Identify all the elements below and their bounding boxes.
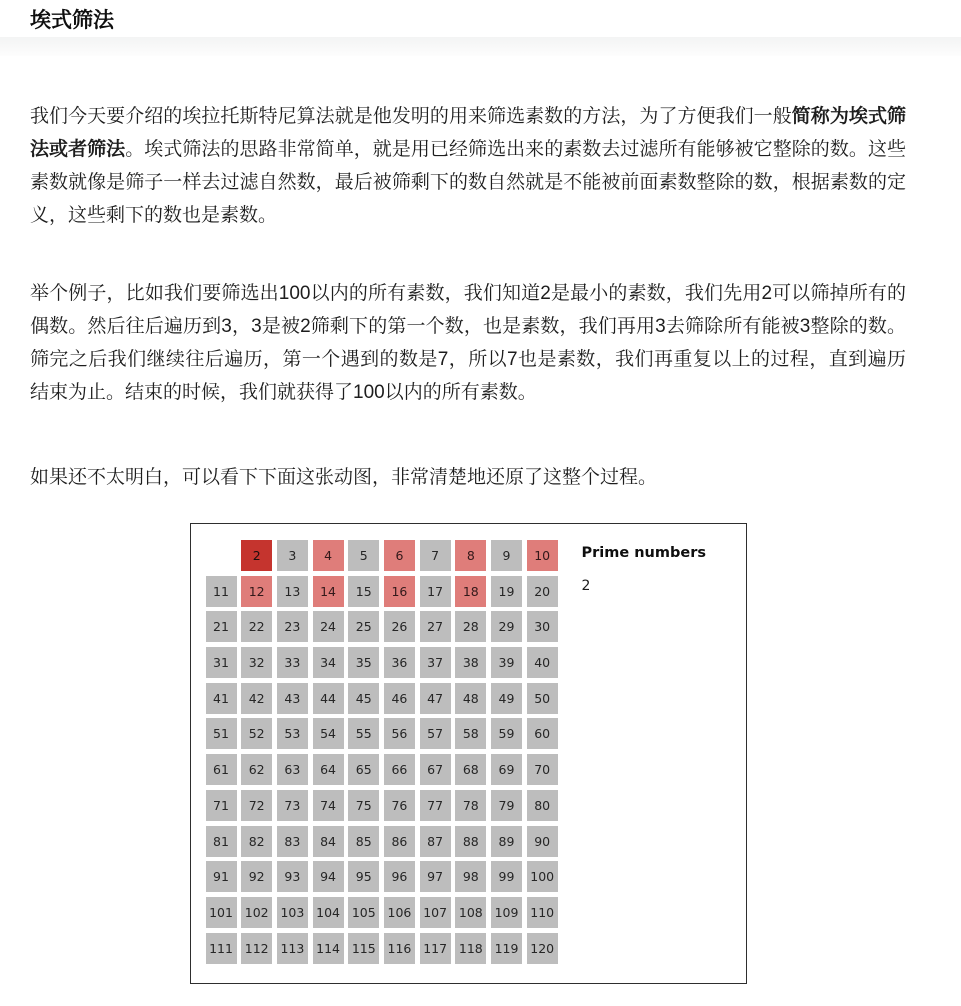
grid-cell: 13 xyxy=(277,576,308,607)
grid-cell: 43 xyxy=(277,683,308,714)
grid-cell: 105 xyxy=(348,897,379,928)
grid-cell: 108 xyxy=(455,897,486,928)
grid-cell: 94 xyxy=(313,861,344,892)
grid-cell: 79 xyxy=(491,790,522,821)
grid-cell: 63 xyxy=(277,754,308,785)
grid-cell: 110 xyxy=(527,897,558,928)
grid-cell: 50 xyxy=(527,683,558,714)
grid-cell: 60 xyxy=(527,718,558,749)
grid-cell: 10 xyxy=(527,540,558,571)
grid-cell: 31 xyxy=(206,647,237,678)
grid-cell: 12 xyxy=(241,576,272,607)
grid-cell: 18 xyxy=(455,576,486,607)
grid-cell: 81 xyxy=(206,826,237,857)
grid-cell: 59 xyxy=(491,718,522,749)
sieve-animation-figure xyxy=(190,523,747,984)
grid-cell: 88 xyxy=(455,826,486,857)
grid-cell: 100 xyxy=(527,861,558,892)
grid-cell: 74 xyxy=(313,790,344,821)
grid-cell: 99 xyxy=(491,861,522,892)
grid-cell: 46 xyxy=(384,683,415,714)
grid-cell: 102 xyxy=(241,897,272,928)
grid-cell: 113 xyxy=(277,933,308,964)
paragraph-intro-pre: 我们今天要介绍的埃拉托斯特尼算法就是他发明的用来筛选素数的方法，为了方便我们一般 xyxy=(30,106,792,127)
grid-cell: 25 xyxy=(348,611,379,642)
grid-cell: 42 xyxy=(241,683,272,714)
grid-cell: 35 xyxy=(348,647,379,678)
grid-cell: 114 xyxy=(313,933,344,964)
grid-cell: 80 xyxy=(527,790,558,821)
grid-cell: 51 xyxy=(206,718,237,749)
grid-cell: 44 xyxy=(313,683,344,714)
grid-cell: 40 xyxy=(527,647,558,678)
grid-cell: 57 xyxy=(420,718,451,749)
grid-cell: 84 xyxy=(313,826,344,857)
grid-cell-empty xyxy=(206,540,237,571)
paragraph-intro xyxy=(30,100,906,232)
grid-cell: 103 xyxy=(277,897,308,928)
grid-cell: 118 xyxy=(455,933,486,964)
grid-cell: 106 xyxy=(384,897,415,928)
grid-cell: 107 xyxy=(420,897,451,928)
grid-cell: 7 xyxy=(420,540,451,571)
grid-cell: 119 xyxy=(491,933,522,964)
grid-cell: 29 xyxy=(491,611,522,642)
grid-cell: 16 xyxy=(384,576,415,607)
grid-cell: 15 xyxy=(348,576,379,607)
grid-cell: 48 xyxy=(455,683,486,714)
header-divider-band xyxy=(0,37,961,56)
grid-cell: 73 xyxy=(277,790,308,821)
found-primes-list xyxy=(582,576,707,596)
doc-header xyxy=(0,0,961,33)
grid-cell: 104 xyxy=(313,897,344,928)
grid-cell: 4 xyxy=(313,540,344,571)
grid-cell: 68 xyxy=(455,754,486,785)
grid-cell: 5 xyxy=(348,540,379,571)
grid-cell: 34 xyxy=(313,647,344,678)
grid-cell: 120 xyxy=(527,933,558,964)
grid-cell: 69 xyxy=(491,754,522,785)
grid-cell: 109 xyxy=(491,897,522,928)
grid-cell: 101 xyxy=(206,897,237,928)
grid-cell: 87 xyxy=(420,826,451,857)
grid-cell: 112 xyxy=(241,933,272,964)
grid-cell: 62 xyxy=(241,754,272,785)
grid-cell: 27 xyxy=(420,611,451,642)
grid-cell: 8 xyxy=(455,540,486,571)
grid-cell: 77 xyxy=(420,790,451,821)
figure-legend xyxy=(582,545,707,596)
grid-cell: 24 xyxy=(313,611,344,642)
grid-cell: 11 xyxy=(206,576,237,607)
grid-cell: 47 xyxy=(420,683,451,714)
grid-cell: 49 xyxy=(491,683,522,714)
paragraph-example: 举个例子，比如我们要筛选出100以内的所有素数，我们知道2是最小的素数，我们先用2可以筛掉所有的偶数。然后往后遍历到3，3是被2筛剩下的第一个数，也是素数，我们再用3去筛除所有能被3整除的数。筛完之后我们继续往后遍历，第一个遇到的数是7，所以7也是素数，我们再重复以上的过程，直到遍历结束为止。结束的时候，我们就获得了100以内的所有素数。 xyxy=(30,283,906,403)
grid-cell: 91 xyxy=(206,861,237,892)
legend-title: Prime numbers xyxy=(581,545,706,561)
grid-cell: 17 xyxy=(420,576,451,607)
grid-cell: 89 xyxy=(491,826,522,857)
grid-cell: 52 xyxy=(241,718,272,749)
grid-cell: 72 xyxy=(241,790,272,821)
grid-cell: 97 xyxy=(420,861,451,892)
grid-cell: 65 xyxy=(348,754,379,785)
grid-cell: 115 xyxy=(348,933,379,964)
grid-cell: 96 xyxy=(384,861,415,892)
grid-cell: 85 xyxy=(348,826,379,857)
grid-cell: 64 xyxy=(313,754,344,785)
grid-cell: 9 xyxy=(491,540,522,571)
grid-cell: 41 xyxy=(206,683,237,714)
grid-cell: 82 xyxy=(241,826,272,857)
paragraph-gif-note: 如果还不太明白，可以看下下面这张动图，非常清楚地还原了这整个过程。 xyxy=(30,467,658,488)
grid-cell: 20 xyxy=(527,576,558,607)
grid-cell: 37 xyxy=(420,647,451,678)
grid-cell: 28 xyxy=(455,611,486,642)
page-title: 埃式筛法 xyxy=(30,9,114,32)
grid-cell: 6 xyxy=(384,540,415,571)
grid-cell: 36 xyxy=(384,647,415,678)
grid-cell: 98 xyxy=(455,861,486,892)
grid-cell: 22 xyxy=(241,611,272,642)
grid-cell: 19 xyxy=(491,576,522,607)
grid-cell: 67 xyxy=(420,754,451,785)
grid-cell: 92 xyxy=(241,861,272,892)
grid-cell: 76 xyxy=(384,790,415,821)
paragraph-intro-post: 。埃式筛法的思路非常简单，就是用已经筛选出来的素数去过滤所有能够被它整除的数。这些素数就像是筛子一样去过滤自然数，最后被筛剩下的数自然就是不能被前面素数整除的数，根据素数的定义，这些剩下的数也是素数。 xyxy=(30,139,906,226)
grid-cell: 117 xyxy=(420,933,451,964)
grid-cell: 39 xyxy=(491,647,522,678)
sieve-grid xyxy=(206,540,558,964)
grid-cell: 55 xyxy=(348,718,379,749)
grid-cell: 45 xyxy=(348,683,379,714)
grid-cell: 3 xyxy=(277,540,308,571)
grid-cell: 75 xyxy=(348,790,379,821)
grid-cell: 90 xyxy=(527,826,558,857)
grid-cell: 30 xyxy=(527,611,558,642)
grid-cell: 70 xyxy=(527,754,558,785)
grid-cell: 93 xyxy=(277,861,308,892)
grid-cell: 23 xyxy=(277,611,308,642)
grid-cell: 83 xyxy=(277,826,308,857)
paragraph-intro-bold: 简称为埃式筛法或者筛法 xyxy=(30,106,906,160)
grid-cell: 58 xyxy=(455,718,486,749)
found-prime: 2 xyxy=(581,578,591,594)
grid-cell: 111 xyxy=(206,933,237,964)
grid-cell: 26 xyxy=(384,611,415,642)
grid-cell: 78 xyxy=(455,790,486,821)
grid-cell: 71 xyxy=(206,790,237,821)
grid-cell: 33 xyxy=(277,647,308,678)
grid-cell: 32 xyxy=(241,647,272,678)
grid-cell: 38 xyxy=(455,647,486,678)
grid-cell: 21 xyxy=(206,611,237,642)
grid-cell: 95 xyxy=(348,861,379,892)
grid-cell: 86 xyxy=(384,826,415,857)
grid-cell: 56 xyxy=(384,718,415,749)
grid-cell: 116 xyxy=(384,933,415,964)
grid-cell: 61 xyxy=(206,754,237,785)
grid-cell: 2 xyxy=(241,540,272,571)
grid-cell: 54 xyxy=(313,718,344,749)
grid-cell: 66 xyxy=(384,754,415,785)
grid-cell: 14 xyxy=(313,576,344,607)
article-content xyxy=(0,100,961,984)
grid-cell: 53 xyxy=(277,718,308,749)
